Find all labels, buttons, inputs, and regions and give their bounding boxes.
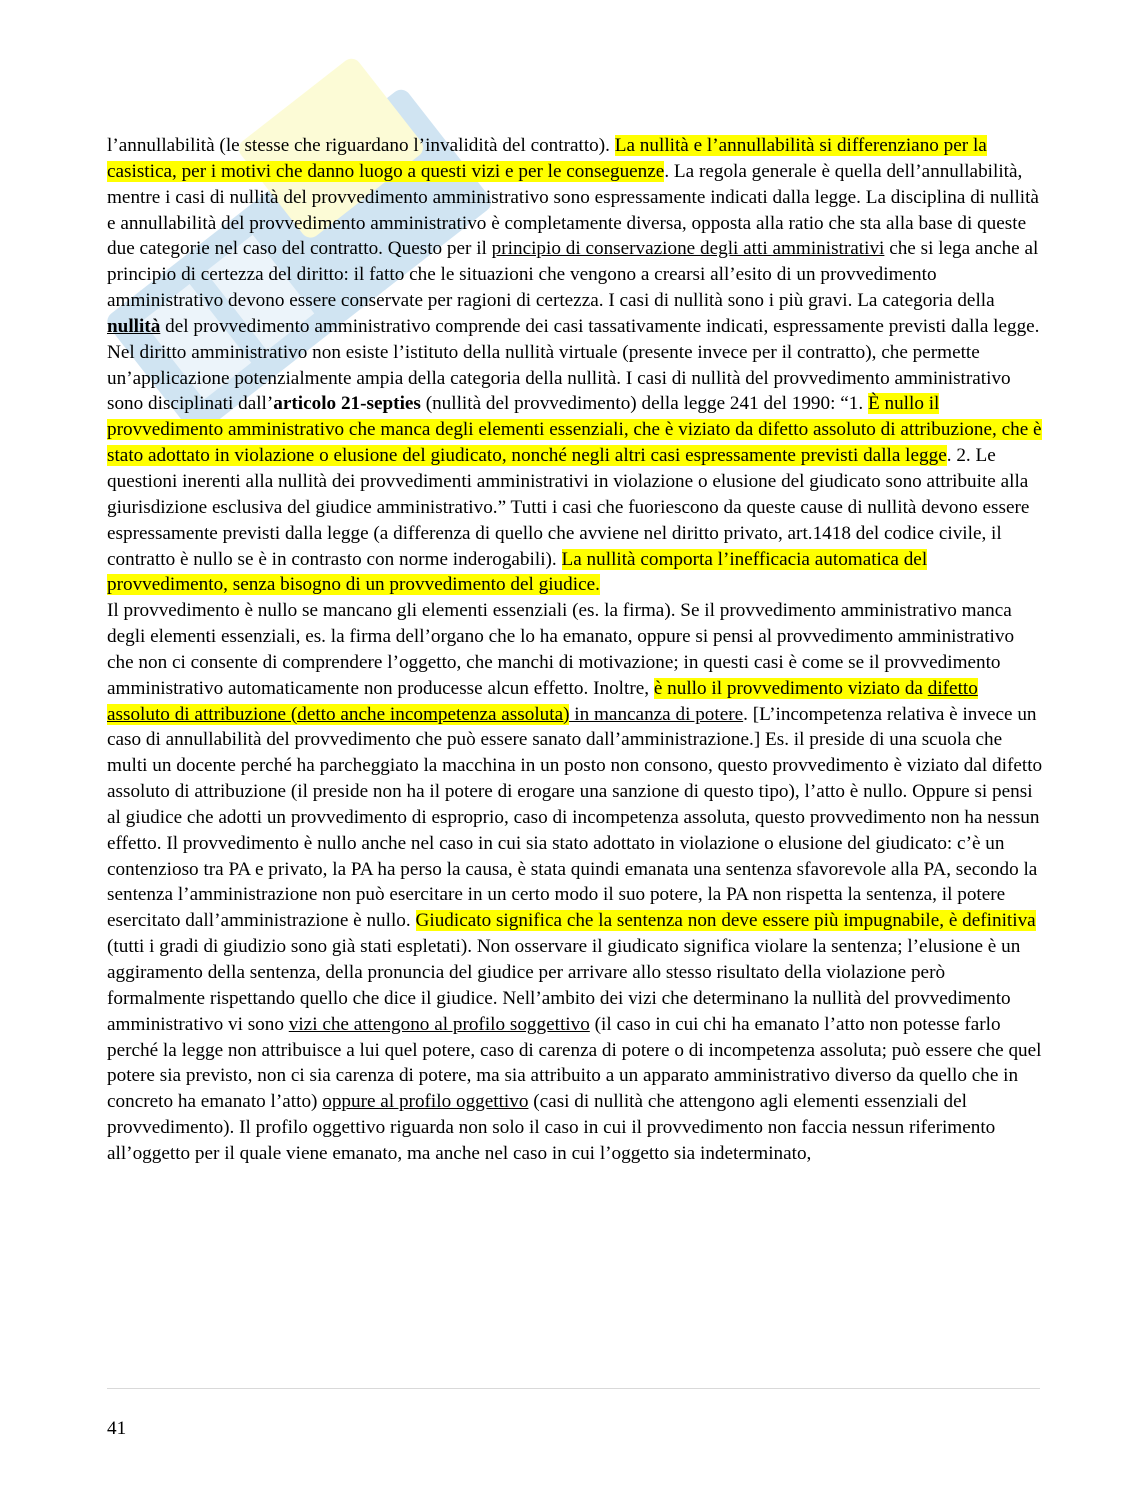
body-text: (nullità del provvedimento) della legge 241 del 1990: “1. <box>420 393 868 415</box>
document-body <box>107 133 1043 1167</box>
highlighted-text: La nullità e l’annullabilità si differenziano per la casistica, per i motivi che danno luogo a questi vizi e per le conseguenze <box>107 135 987 182</box>
highlighted-text: Giudicato significa che la sentenza non deve essere più impugnabile, è definitiva <box>415 910 1036 932</box>
body-text: (casi di nullità che attengono agli elementi essenziali del provvedimento). Il profilo oggettivo riguarda non solo il caso in cui il provvedimento non faccia nessun riferimento all’oggetto per il quale viene emanato, ma anche nel caso in cui l’oggetto sia indeterminato, <box>107 1091 996 1164</box>
underlined-text: in mancanza di potere <box>569 703 744 725</box>
body-text: . 2. Le questioni inerenti alla nullità dei provvedimenti amministrativi in violazione o elusione del giudicato sono attribuite alla giurisdizione esclusiva del giudice amministrativo.” Tutti i casi che fuoriescono da queste cause di nullità devono essere espressamente previsti dalla legge (a differenza di quello che avviene nel diritto privato, art.1418 del codice civile, il contratto è nullo se è in contrasto con norme inderogabili). <box>107 445 1030 570</box>
body-text: . [L’incompetenza relativa è invece un caso di annullabilità del provvedimento che può essere sanato dall’amministrazione.] Es. il preside di una scuola che multi un docente perché ha parcheggiato la macchina in un posto non consono, questo provvedimento è viziato dal difetto assoluto di attribuzione (il preside non ha il potere di erogare una sanzione di questo tipo), l’atto è nullo. Oppure si pensi al giudice che adotti un provvedimento di esproprio, caso di incompetenza assoluta, questo provvedimento non ha nessun effetto. Il provvedimento è nullo anche nel caso in cui sia stato adottato in violazione o elusione del giudicato: c’è un contenzioso tra PA e privato, la PA ha perso la causa, è stata quindi emanata una sentenza sfavorevole alla PA, secondo la sentenza l’amministrazione non può esercitare in un certo modo il suo potere, la PA non rispetta la sentenza, il potere esercitato dall’amministrazione è nullo. <box>107 703 1043 932</box>
highlighted-text: è nullo il provvedimento viziato da <box>653 677 928 699</box>
body-text: Il provvedimento è nullo se mancano gli elementi essenziali (es. la firma). Se il provvedimento amministrativo manca degli elementi essenziali, es. la firma dell’organo che lo ha emanato, oppure si pensi al provvedimento amministrativo che non ci consente di comprendere l’oggetto, che manchi di motivazione; in questi casi è come se il provvedimento amministrativo automaticamente non producesse alcun effetto. Inoltre, <box>107 600 1015 699</box>
bold-underlined-term: nullità <box>107 315 161 337</box>
highlighted-text: La nullità comporta l’inefficacia automatica del provvedimento, senza bisogno di un provvedimento del giudice. <box>107 548 928 596</box>
paragraph <box>107 598 1043 1167</box>
bold-article-reference: articolo 21-septies <box>273 393 421 415</box>
paragraph <box>107 133 1043 598</box>
highlighted-underlined-text: difetto assoluto di attribuzione (detto anche incompetenza assoluta) <box>107 677 978 725</box>
body-text: che si lega anche al principio di certezza del diritto: il fatto che le situazioni che vengono a crearsi all’esito di un provvedimento amministrativo devono essere conservate per ragioni di certezza. I casi di nullità sono i più gravi. La categoria della <box>107 238 1039 312</box>
underlined-text: principio di conservazione degli atti amministrativi <box>491 238 885 260</box>
body-text: l’annullabilità (le stesse che riguardano l’invalidità del contratto). <box>107 135 615 156</box>
footer-divider <box>107 1388 1040 1389</box>
underlined-text: oppure al profilo oggettivo <box>322 1091 529 1113</box>
body-text: del provvedimento amministrativo comprende dei casi tassativamente indicati, espressamente previsti dalla legge. Nel diritto amministrativo non esiste l’istituto della nullità virtuale (presente invece per il contratto), che permette un’applicazione potenzialmente ampia della categoria della nullità. I casi di nullità del provvedimento amministrativo sono disciplinati dall’ <box>107 315 1040 415</box>
body-text: . La regola generale è quella dell’annullabilità, mentre i casi di nullità del provvedimento amministrativo sono espressamente indicati dalla legge. La disciplina di nullità e annullabilità del provvedimento amministrativo è completamente diversa, opposta alla ratio che sta alla base di queste due categorie nel caso del contratto. Questo per il <box>107 160 1039 260</box>
page-number: 41 <box>107 1418 127 1439</box>
highlighted-text: È nullo il provvedimento amministrativo che manca degli elementi essenziali, che è viziato da difetto assoluto di attribuzione, che è stato adottato in violazione o elusione del giudicato, nonché negli altri casi espressamente previsti dalla legge <box>107 393 1042 467</box>
body-text: (tutti i gradi di giudizio sono già stati espletati). Non osservare il giudicato significa violare la sentenza; l’elusione è un aggiramento della sentenza, della pronuncia del giudice per arrivare allo stesso risultato della violazione però formalmente rispettando quello che dice il giudice. Nell’ambito dei vizi che determinano la nullità del provvedimento amministrativo vi sono <box>107 936 1021 1035</box>
body-text: (il caso in cui chi ha emanato l’atto non potesse farlo perché la legge non attribuisce a lui quel potere, caso di carenza di potere o di incompetenza assoluta; può essere che quel potere sia previsto, non ci sia carenza di potere, ma sia attribuito a un apparato amministrativo diverso da quello che in concreto ha emanato l’atto) <box>107 1013 1042 1113</box>
underlined-text: vizi che attengono al profilo soggettivo <box>288 1013 590 1035</box>
